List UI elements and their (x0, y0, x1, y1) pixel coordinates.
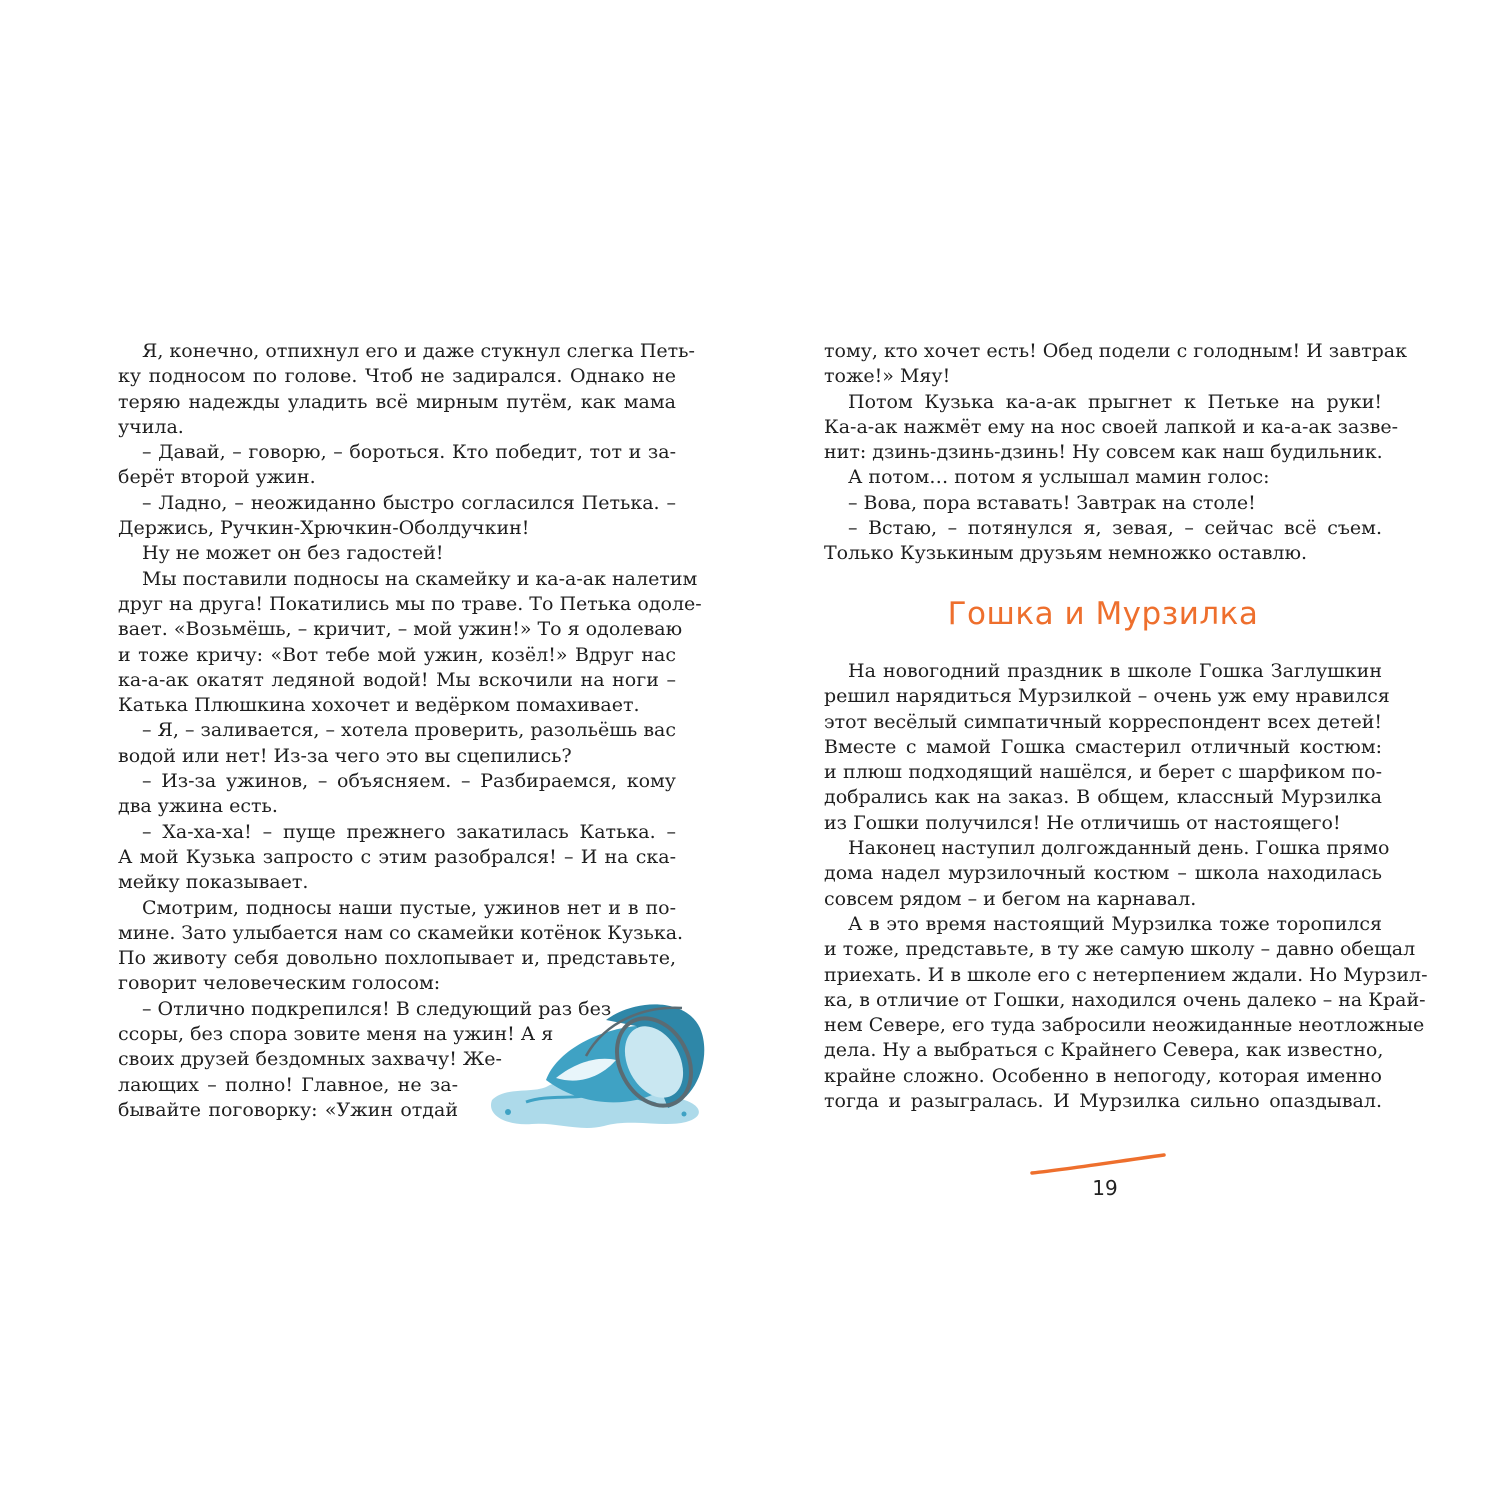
text-line: – Из-за ужинов, – объясняем. – Разбираемся, кому (142, 770, 676, 793)
page-number-ornament (1030, 1153, 1166, 1177)
text-line: – Давай, – говорю, – бороться. Кто победит, тот и за- (142, 441, 676, 464)
text-line: ссоры, без спора зовите меня на ужин! А я (118, 1023, 554, 1046)
page-number: 19 (1092, 1176, 1118, 1200)
text-line: нит: дзинь-дзинь-дзинь! Ну совсем как наш будильник. (824, 441, 1383, 464)
text-line: – Встаю, – потянулся я, зевая, – сейчас всё съем. (848, 517, 1382, 540)
text-line: решил нарядиться Мурзилкой – очень уж ему нравился (824, 685, 1390, 708)
text-line: тогда и разыгралась. И Мурзилка сильно опаздывал. (824, 1090, 1382, 1113)
text-line: друг на друга! Покатились мы по траве. То Петька одоле- (118, 592, 702, 615)
text-line: – Я, – заливается, – хотела проверить, разольёшь вас (142, 719, 676, 742)
text-line: теряю надежды уладить всё мирным путём, как мама (118, 390, 676, 413)
text-line: Смотрим, подносы наши пустые, ужинов нет и в по- (142, 896, 676, 919)
text-line: – Ха-ха-ха! – пуще прежнего закатилась Катька. – (142, 820, 676, 843)
text-line: Потом Кузька ка-а-ак прыгнет к Петьке на руки! (848, 390, 1382, 413)
text-line: добрались как на заказ. В общем, классный Мурзилка (824, 786, 1382, 809)
text-line: говорит человеческим голосом: (118, 972, 441, 995)
text-line: дела. Ну а выбраться с Крайнего Севера, как известно, (824, 1039, 1384, 1062)
text-line: ка, в отличие от Гошки, находился очень далеко – на Край- (824, 988, 1426, 1011)
text-line: и тоже, представьте, в ту же самую школу – давно обещал (824, 938, 1416, 961)
text-line: тому, кто хочет есть! Обед подели с голодным! И завтрак (824, 340, 1407, 362)
text-line: нем Севере, его туда забросили неожиданные неотложные (824, 1014, 1425, 1037)
text-line: и тоже кричу: «Вот тебе мой ужин, козёл!» Вдруг нас (118, 643, 676, 666)
text-line: и плюш подходящий нашёлся, и берет с шарфиком по- (824, 761, 1382, 784)
text-line: бывайте поговорку: «Ужин отдай (118, 1098, 458, 1121)
text-line: Ка-а-ак нажмёт ему на нос своей лапкой и ка-а-ак зазве- (824, 415, 1399, 438)
right-page-text-top (824, 339, 1407, 567)
text-line: берёт второй ужин. (118, 466, 316, 489)
text-line: Держись, Ручкин-Хрючкин-Оболдучкин! (118, 517, 530, 540)
text-line: два ужина есть. (118, 795, 278, 818)
text-line: Вместе с мамой Гошка смастерил отличный костюм: (824, 735, 1382, 758)
text-line: этот весёлый симпатичный корреспондент всех детей! (824, 710, 1382, 733)
text-line: Катька Плюшкина хохочет и ведёрком помахивает. (118, 694, 640, 717)
text-line: – Вова, пора вставать! Завтрак на столе! (848, 491, 1256, 514)
text-line: На новогодний праздник в школе Гошка Заглушкин (848, 660, 1382, 682)
text-line: А потом… потом я услышал мамин голос: (848, 466, 1270, 489)
text-line: ка-а-ак окатят ледяной водой! Мы вскочили на ноги – (118, 668, 676, 691)
text-line: тоже!» Мяу! (824, 365, 951, 388)
spilled-bucket-illustration (486, 990, 714, 1140)
text-line: из Гошки получился! Не отличишь от настоящего! (824, 811, 1341, 834)
text-line: А мой Кузька запросто с этим разобрался! – И на ска- (118, 845, 676, 868)
text-line: мине. Зато улыбается нам со скамейки котёнок Кузька. (118, 921, 684, 944)
text-line: своих друзей бездомных захвачу! Же- (118, 1048, 502, 1071)
text-line: мейку показывает. (118, 871, 309, 894)
text-line: приехать. И в школе его с нетерпением ждали. Но Мурзил- (824, 963, 1428, 986)
text-line: Я, конечно, отпихнул его и даже стукнул слегка Петь- (142, 340, 695, 362)
text-line: крайне сложно. Особенно в непогоду, которая именно (824, 1064, 1382, 1087)
text-line: Только Кузькиным друзьям немножко оставлю. (824, 542, 1308, 565)
chapter-title: Гошка и Мурзилка (947, 596, 1259, 632)
text-line: дома надел мурзилочный костюм – школа находилась (824, 862, 1382, 885)
text-line: совсем рядом – и бегом на карнавал. (824, 887, 1197, 910)
text-line: А в это время настоящий Мурзилка тоже торопился (848, 912, 1382, 935)
text-line: вает. «Возьмёшь, – кричит, – мой ужин!» То я одолеваю (118, 618, 683, 641)
text-line: – Ладно, – неожиданно быстро согласился Петька. – (142, 491, 676, 514)
text-line: лающих – полно! Главное, не за- (118, 1073, 458, 1096)
text-line: учила. (118, 415, 184, 438)
text-line: По животу себя довольно похлопывает и, представьте, (118, 947, 676, 970)
text-line: ку подносом по голове. Чтоб не задирался. Однако не (118, 365, 676, 388)
text-line: Мы поставили подносы на скамейку и ка-а-ак налетим (142, 567, 698, 590)
text-line: Наконец наступил долгожданный день. Гошка прямо (848, 837, 1390, 860)
text-line: – Отлично подкрепился! В следующий раз без (142, 997, 612, 1020)
right-page-text-bottom (824, 659, 1428, 1114)
text-line: водой или нет! Из-за чего это вы сцепились? (118, 744, 572, 767)
text-line: Ну не может он без гадостей! (142, 542, 444, 565)
